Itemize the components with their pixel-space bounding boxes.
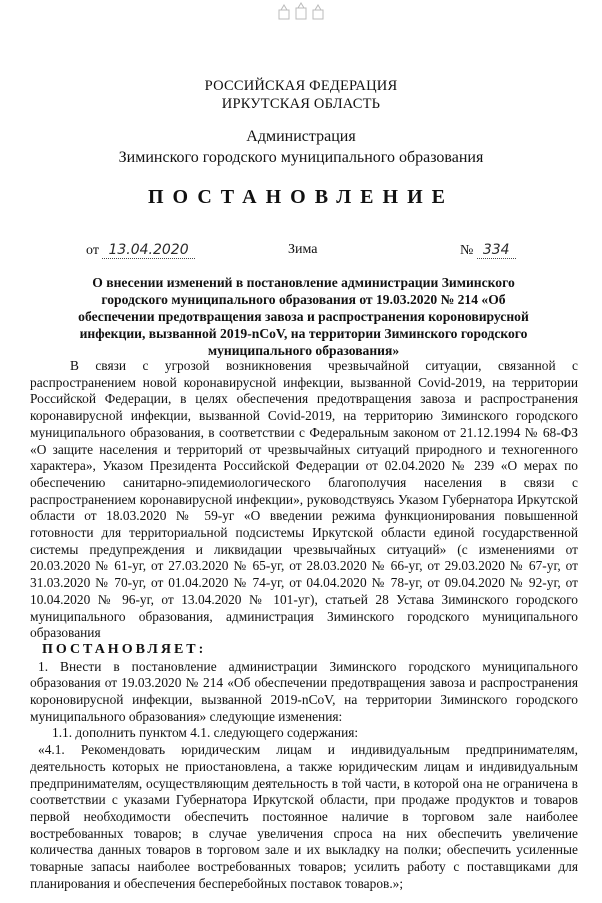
number-prefix: № bbox=[460, 243, 474, 258]
item-1-paragraph: 1. Внести в постановление администрации Зиминского городского муниципального образования от 19.03.2020 № 214 «Об обеспечении предотвращения завоза и распространения короновирусной инфекции, вызванной 2019-nCoV, на территории Зиминского городского муниципального образования» следующие изменения: bbox=[30, 658, 578, 724]
document-subject: О внесении изменений в постановление администрации Зиминского городского муниципального образования от 19.03.2020 № 214 «Об обеспечении предотвращения завоза и распространения короновирусной инфекции, вызванной 2019-nCoV, на территории Зиминского городского муниципального образования» bbox=[78, 275, 529, 358]
date-prefix: от bbox=[86, 243, 99, 258]
resolves-heading: ПОСТАНОВЛЯЕТ: bbox=[42, 641, 207, 657]
municipality-heading: Зиминского городского муниципального образования bbox=[118, 149, 484, 166]
item-1-1-paragraph: 1.1. дополнить пунктом 4.1. следующего содержания: bbox=[52, 725, 359, 741]
preamble-paragraph: В связи с угрозой возникновения чрезвычайной ситуации, связанной с распространением новой коронавирусной инфекции, вызванной Covid-2019, на территории Российской Федерации, в целях обеспечения предотвращения завоза и распространения коронавирусной инфекции, вызванной Covid-2019, на территорию Зиминского городского муниципального образования, в соответствии с Федеральным законом от 21.12.1994 № 68-ФЗ «О защите населения и территорий от чрезвычайных ситуаций природного и техногенного характера», Указом Президента Российской Федерации от 02.04.2020 № 239 «О мерах по обеспечению санитарно-эпидемиологического благополучия населения в связи с распространением коронавирусной инфекции», руководствуясь Указом Губернатора Иркутской области от 18.03.2020 № 59-уг «О введении режима функционирования повышенной готовности для территориальной подсистемы Иркутской области единой государственной системы предупреждения и ликвидации чрезвычайных ситуаций» (с изменениями от 20.03.2020 № 61-уг, от 27.03.2020 № 65-уг, от 28.03.2020 № 66-уг, от 29.03.2020 № 67-уг, от 31.03.2020 № 70-уг, от 01.04.2020 № 74-уг, от 04.04.2020 № 78-уг, от 09.04.2020 № 92-уг, от 10.04.2020 № 96-уг, от 13.04.2020 № 101-уг), статьей 28 Устава Зиминского городского муниципального образования, администрация Зиминского городского муниципального образования bbox=[30, 358, 578, 641]
number-value: 334 bbox=[477, 242, 516, 259]
region-heading: ИРКУТСКАЯ ОБЛАСТЬ bbox=[221, 96, 381, 112]
document-number bbox=[460, 242, 516, 259]
document-city: Зима bbox=[288, 242, 318, 257]
date-value: 13.04.2020 bbox=[102, 242, 194, 259]
document-title: ПОСТАНОВЛЕНИЕ bbox=[148, 186, 454, 208]
country-heading: РОССИЙСКАЯ ФЕДЕРАЦИЯ bbox=[204, 78, 398, 94]
document-date bbox=[86, 242, 195, 259]
item-4-1-paragraph: «4.1. Рекомендовать юридическим лицам и индивидуальным предпринимателям, деятельность которых не приостановлена, а также юридическим лицам и индивидуальным предпринимателям, осуществляющим деятельность в той части, в которой она не ограничена в соответствии с указами Губернатора Иркутской области, при продаже продуктов и товаров первой необходимости обеспечить постоянное наличие в торговом зале наиболее востребованных товаров; в случае увеличения спроса на них обеспечить увеличение количества данных товаров в торговом зале и их выкладку на полки; обеспечить усиленные товарные запасы наиболее востребованных товаров; усилить работу с поставщиками для планирования и обеспечения бесперебойных поставок товаров.»; bbox=[30, 742, 578, 891]
administration-heading: Администрация bbox=[246, 128, 356, 145]
document-body bbox=[30, 358, 578, 893]
coat-of-arms-icon bbox=[276, 2, 326, 22]
